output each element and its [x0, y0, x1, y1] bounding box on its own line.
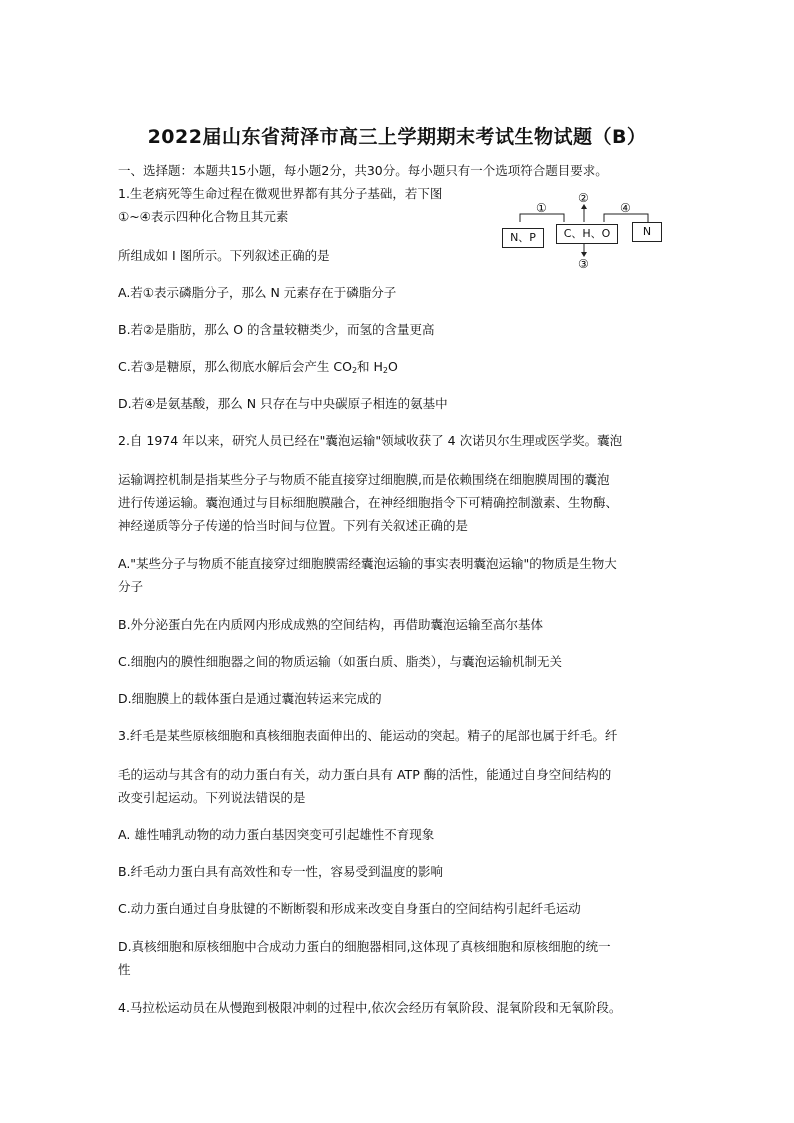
q3-option-d-line2: 性 [118, 962, 131, 977]
q1-option-c-mid: 和 H [357, 359, 383, 374]
q2-stem-line3: 进行传递运输。囊泡通过与目标细胞膜融合，在神经细胞指令下可精确控制激素、生物酶、 [118, 495, 619, 510]
page-title: 2022届山东省菏泽市高三上学期期末考试生物试题（B） [147, 126, 647, 148]
q2-stem-line2: 运输调控机制是指某些分子与物质不能直接穿过细胞膜,而是依赖围绕在细胞膜周围的囊泡 [118, 472, 610, 487]
q3-stem-line3: 改变引起运动。下列说法错误的是 [118, 790, 306, 805]
q2-option-a-line2: 分子 [118, 579, 144, 594]
q3-option-d-line1: D.真核细胞和原核细胞中合成动力蛋白的细胞器相同,这体现了真核细胞和原核细胞的统一 [118, 939, 611, 954]
q3-stem-line1: 3.纤毛是某些原核细胞和真核细胞表面伸出的、能运动的突起。精子的尾部也属于纤毛。纤 [118, 728, 618, 743]
q1-stem-line2: ①~④表示四种化合物且其元素 [118, 209, 289, 224]
diagram-label-2: ② [578, 191, 589, 205]
q3-stem-line2: 毛的运动与其含有的动力蛋白有关，动力蛋白具有 ATP 酶的活性，能通过自身空间结构的 [118, 767, 612, 782]
q1-stem-line1: 1.生老病死等生命过程在微观世界都有其分子基础，若下图 [118, 186, 443, 201]
q2-stem-line4: 神经递质等分子传递的恰当时间与位置。下列有关叙述正确的是 [118, 518, 469, 533]
diagram-label-4: ④ [620, 201, 631, 215]
q1-option-b: B.若②是脂肪，那么 O 的含量较糖类少，而氢的含量更高 [118, 322, 435, 337]
q2-option-b: B.外分泌蛋白先在内质网内形成成熟的空间结构，再借助囊泡运输至高尔基体 [118, 617, 544, 632]
section-header: 一、选择题：本题共15小题，每小题2分，共30分。每小题只有一个选项符合题目要求。 [118, 163, 608, 178]
q3-option-c: C.动力蛋白通过自身肽键的不断断裂和形成来改变自身蛋白的空间结构引起纤毛运动 [118, 901, 581, 916]
q1-option-a: A.若①表示磷脂分子，那么 N 元素存在于磷脂分子 [118, 285, 397, 300]
q3-option-a: A. 雄性哺乳动物的动力蛋白基因突变可引起雄性不育现象 [118, 827, 435, 842]
q1-option-c [118, 359, 398, 379]
q2-option-c: C.细胞内的膜性细胞器之间的物质运输（如蛋白质、脂类），与囊泡运输机制无关 [118, 654, 562, 669]
q1-option-c-sub2: 2 [382, 366, 389, 375]
q1-option-c-pre: C.若③是糖原，那么彻底水解后会产生 CO [118, 359, 352, 374]
diagram-box-n: N [632, 222, 662, 242]
element-composition-diagram [500, 191, 670, 272]
q2-option-d: D.细胞膜上的载体蛋白是通过囊泡转运来完成的 [118, 691, 382, 706]
q2-stem-line1: 2.自 1974 年以来，研究人员已经在"囊泡运输"领域收获了 4 次诺贝尔生理或医学奖。囊泡 [118, 433, 623, 448]
q3-option-b: B.纤毛动力蛋白具有高效性和专一性，容易受到温度的影响 [118, 864, 444, 879]
q1-stem-line3: 所组成如 I 图所示。下列叙述正确的是 [118, 248, 330, 263]
q1-option-c-post: O [388, 359, 398, 374]
q1-option-c-sub1: 2 [351, 366, 358, 375]
diagram-box-np: N、P [502, 228, 544, 248]
q4-stem-line1: 4.马拉松运动员在从慢跑到极限冲刺的过程中,依次会经历有氧阶段、混氧阶段和无氧阶段。 [118, 1000, 622, 1015]
diagram-label-1: ① [536, 201, 547, 215]
diagram-box-cho: C、H、O [556, 224, 618, 244]
q1-option-d: D.若④是氨基酸，那么 N 只存在与中央碳原子相连的氨基中 [118, 396, 448, 411]
diagram-label-3: ③ [578, 257, 589, 271]
q2-option-a-line1: A."某些分子与物质不能直接穿过细胞膜需经囊泡运输的事实表明囊泡运输"的物质是生物大 [118, 556, 617, 571]
